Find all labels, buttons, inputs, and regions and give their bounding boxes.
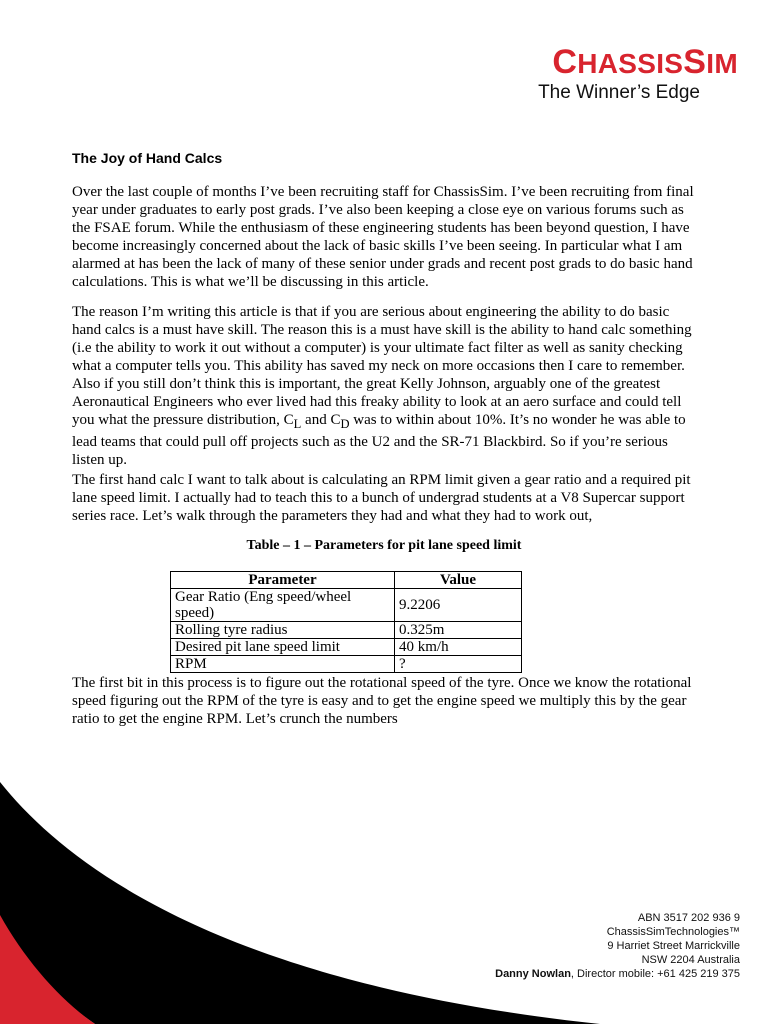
table-cell: 0.325m [395, 622, 522, 639]
brand-tagline: The Winner’s Edge [538, 82, 700, 103]
brand-logo [538, 43, 738, 104]
table-cell: ? [395, 656, 522, 673]
table-row [171, 639, 522, 656]
table-cell: 40 km/h [395, 639, 522, 656]
table-caption: Table – 1 – Parameters for pit lane speed limit [246, 538, 522, 553]
brand-name: CHASSISSIM [552, 43, 738, 81]
parameters-table [170, 571, 522, 673]
footer-abn: ABN 3517 202 936 9 [637, 912, 740, 924]
table-header-cell: Parameter [171, 572, 395, 589]
contact-details: , Director mobile: +61 425 219 375 [570, 968, 740, 980]
paragraph-first-calc: The first hand calc I want to talk about is calculating an RPM limit given a gear ratio and a required pit lane speed limit. I actually had to teach this to a bunch of undergrad students at a V8 Supercar support series race. Let’s walk through the parameters they had and what they had to work out, [72, 472, 691, 524]
footer-company: ChassisSimTechnologies™ [606, 926, 740, 938]
footer-city: NSW 2204 Australia [641, 954, 740, 966]
article-title: The Joy of Hand Calcs [72, 150, 223, 166]
paragraph-intro: Over the last couple of months I’ve been recruiting staff for ChassisSim. I’ve been recruiting from final year under graduates to early post grads. I’ve also been keeping a close eye on various forums such as the FSAE forum. While the enthusiasm of these engineering students has been beyond question, I have become increasingly concerned about the lack of basic skills I’ve been seeing. In particular what I am alarmed at has been the lack of many of these senior under grads and recent post grads to do basic hand calculations. This is what we’ll be discussing in this article. [72, 184, 694, 290]
table-cell: Desired pit lane speed limit [171, 639, 395, 656]
table-cell: 9.2206 [395, 589, 522, 622]
table-row [171, 622, 522, 639]
footer-contact-line [495, 967, 740, 981]
footer-street: 9 Harriet Street Marrickville [607, 940, 740, 952]
table-header-cell: Value [395, 572, 522, 589]
table-row [171, 589, 522, 622]
paragraph-rotational-speed: The first bit in this process is to figure out the rotational speed of the tyre. Once we know the rotational speed figuring out the RPM of the tyre is easy and to get the engine speed we multiply this by the gear ratio to get the engine RPM. Let’s crunch the numbers [72, 675, 692, 727]
table-row [171, 656, 522, 673]
footer-contact [495, 911, 740, 981]
contact-name: Danny Nowlan [495, 968, 571, 980]
table-cell: RPM [171, 656, 395, 673]
table-cell: Rolling tyre radius [171, 622, 395, 639]
table-header-row [171, 572, 522, 589]
table-cell: Gear Ratio (Eng speed/wheel speed) [171, 589, 395, 622]
swoosh-black-band [0, 782, 600, 1024]
paragraph-reason: The reason I’m writing this article is that if you are serious about engineering the ability to do basic hand calcs is a must have skill. The reason this is a must have skill is the ability to hand calc something (i.e the ability to work it out without a computer) is your ultimate fact filter as well as sanity checking what a computer tells you. This ability has saved my neck on more occasions then I care to remember. Also if you still don’t think this is important, the great Kelly Johnson, arguably one of the greatest Aeronautical Engineers who ever lived had this freaky ability to look at an aero surface and could tell you what the pressure distribution, $C_L$ and $C_D$ was to within about 10%. It’s no wonder he was able to lead teams that could pull off projects such as the U2 and the SR-71 Blackbird. So if you’re serious listen up. [72, 304, 692, 468]
